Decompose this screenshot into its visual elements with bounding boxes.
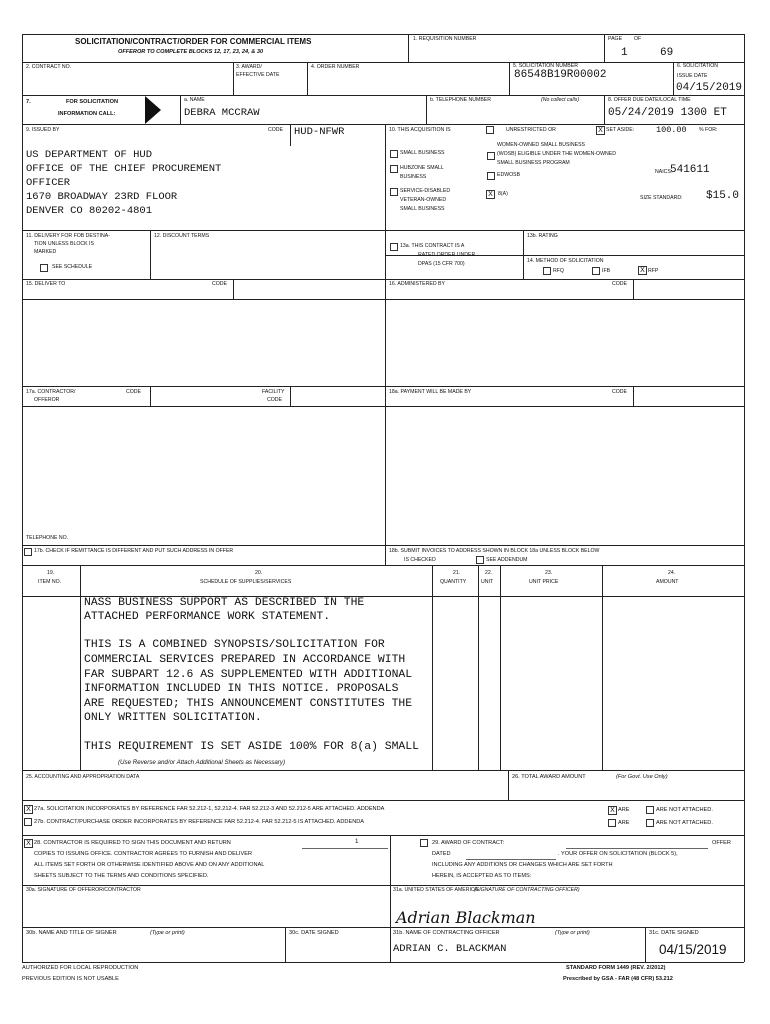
officer-signature: Adrian Blackman — [396, 908, 536, 927]
contractor-sign-label-4: SHEETS SUBJECT TO THE TERMS AND CONDITIONS SPECIFIED. — [34, 873, 209, 879]
sdvosb-label-2: VETERAN-OWNED — [400, 197, 447, 203]
hubzone-label-1: HUBZONE SMALL — [400, 165, 444, 171]
delivery-label-3: MARKED — [34, 249, 57, 255]
eight-a-checkbox[interactable]: X — [486, 190, 495, 199]
block-7-number: 7. — [26, 99, 31, 105]
issued-by-code-label: CODE — [268, 127, 283, 133]
size-standard: $15.0 — [706, 190, 740, 202]
remittance-label: 17b. CHECK IF REMITTANCE IS DIFFERENT AND PUT SUCH ADDRESS IN OFFER — [34, 548, 234, 554]
clause-27a-label: 27a. SOLICITATION INCORPORATES BY REFERENCE FAR 52.212-1, 52.212-4. FAR 52.212-3 AND 52.212-5 ARE ATTACHED. ADDENDA — [34, 806, 385, 812]
dated-underline — [466, 859, 556, 860]
sdvosb-label-1: SERVICE-DISABLED — [400, 188, 451, 194]
clause-27a-checkbox[interactable]: X — [24, 805, 33, 814]
page-label: PAGE — [608, 36, 623, 42]
wosb-checkbox[interactable] — [487, 152, 495, 160]
information-call-label: INFORMATION CALL: — [58, 111, 116, 117]
hubzone-checkbox[interactable] — [390, 165, 398, 173]
col-unit: UNIT — [481, 579, 494, 585]
address-line: US DEPARTMENT OF HUD — [26, 149, 153, 161]
order-number-label: 4. ORDER NUMBER — [311, 64, 360, 70]
usa-label: 31a. UNITED STATES OF AMERICA — [393, 887, 479, 893]
col-unit-price: UNIT PRICE — [529, 579, 559, 585]
col-quantity-num: 21. — [453, 570, 461, 576]
award-label-4: HEREIN, IS ACCEPTED AS TO ITEMS: — [432, 873, 532, 879]
rated-order-label-3: DPAS (15 CFR 700) — [418, 261, 465, 267]
contractor-sign-label-3: ALL ITEMS SET FORTH OR OTHERWISE IDENTIFIED ABOVE AND ON ANY ADDITIONAL — [34, 862, 265, 868]
naics-label: NAICS: — [655, 169, 673, 175]
officer-name: ADRIAN C. BLACKMAN — [393, 943, 507, 955]
address-line: OFFICE OF THE CHIEF PROCUREMENT — [26, 163, 222, 175]
requisition-label: 1. REQUISITION NUMBER — [413, 36, 477, 42]
arrow-right-icon — [145, 96, 163, 124]
telephone-no-label: TELEPHONE NO. — [26, 535, 69, 541]
rfq-label: RFQ — [553, 268, 564, 274]
footer-authorized: AUTHORIZED FOR LOCAL REPRODUCTION — [22, 965, 139, 971]
signer-name-note: (Type or print) — [150, 930, 185, 936]
issued-by-label: 9. ISSUED BY — [26, 127, 60, 133]
contract-not-checkbox[interactable] — [646, 819, 654, 827]
officer-date: 04/15/2019 — [659, 942, 727, 957]
contact-name: DEBRA MCCRAW — [184, 107, 260, 119]
award-label-2: EFFECTIVE DATE — [236, 72, 280, 78]
address-line: 1670 BROADWAY 23RD FLOOR — [26, 191, 178, 203]
no-collect-label: (No collect calls) — [541, 97, 580, 103]
copies-count: 1 — [355, 838, 359, 845]
offer-due-label: 8. OFFER DUE DATE/LOCAL TIME — [608, 97, 691, 103]
solicitation-number-label: 5. SOLICITATION NUMBER — [513, 63, 578, 69]
discount-terms-label: 12. DISCOUNT TERMS — [154, 233, 210, 239]
clause-27b-label: 27b. CONTRACT/PURCHASE ORDER INCORPORATES BY REFERENCE FAR 52.212-4. FAR 52.212-5 IS ATTACHED. ADDENDA — [34, 819, 365, 825]
issued-by-code: HUD-NFWR — [294, 126, 345, 138]
method-label: 14. METHOD OF SOLICITATION — [527, 258, 604, 264]
description-line: THIS REQUIREMENT IS SET ASIDE 100% FOR 8(a) SMALL — [84, 741, 419, 753]
col-unit-num: 22. — [485, 570, 493, 576]
signer-name-label: 30b. NAME AND TITLE OF SIGNER — [26, 930, 117, 936]
total-award-note: (For Govt. Use Only) — [616, 774, 668, 780]
contractor-label-2: OFFEROR — [34, 397, 60, 403]
addenda-are-checkbox[interactable]: X — [608, 806, 617, 815]
offer-label: OFFER — [712, 840, 731, 846]
rfp-label: RFP — [648, 268, 659, 274]
accounting-label: 25. ACCOUNTING AND APPROPRIATION DATA — [26, 774, 140, 780]
rated-order-label-1: 13a. THIS CONTRACT IS A — [400, 243, 465, 249]
col-schedule-num: 20. — [255, 570, 263, 576]
address-line: OFFICER — [26, 177, 71, 189]
remittance-checkbox[interactable] — [24, 548, 32, 556]
sdvosb-label-3: SMALL BUSINESS — [400, 206, 445, 212]
contract-no-label: 2. CONTRACT NO. — [26, 64, 72, 70]
payment-label: 18a. PAYMENT WILL BE MADE BY — [389, 389, 472, 395]
percent-for-label: % FOR: — [699, 127, 718, 133]
contractor-date-label: 30c. DATE SIGNED — [289, 930, 339, 936]
reverse-note: (Use Reverse and/or Attach Additional Sheets as Necessary) — [118, 759, 286, 766]
contractor-label-1: 17a. CONTRACTOR/ — [26, 389, 76, 395]
delivery-label-1: 11. DELIVERY FOR FOB DESTINA- — [26, 233, 110, 239]
is-checked-label: IS CHECKED — [404, 557, 436, 563]
col-schedule: SCHEDULE OF SUPPLIES/SERVICES — [200, 579, 292, 585]
addenda-not-checkbox[interactable] — [646, 806, 654, 814]
addenda-not-label: ARE NOT ATTACHED. — [656, 807, 713, 813]
acquisition-label: 10. THIS ACQUISITION IS — [389, 127, 451, 133]
ifb-label: IFB — [602, 268, 611, 274]
delivery-label-2: TION UNLESS BLOCK IS — [34, 241, 94, 247]
set-aside-checkbox[interactable]: X — [596, 126, 605, 135]
officer-date-label: 31c. DATE SIGNED — [649, 930, 699, 936]
wosb-label-2: (WOSB) ELIGIBLE UNDER THE WOMEN-OWNED — [497, 151, 616, 157]
issue-date-label: 6. SOLICITATION — [677, 63, 719, 69]
contract-not-label: ARE NOT ATTACHED. — [656, 820, 713, 826]
page-count: 69 — [660, 47, 674, 59]
col-unit-price-num: 23. — [545, 570, 553, 576]
solicitation-number: 86548B19R00002 — [514, 69, 607, 81]
total-award-label: 26. TOTAL AWARD AMOUNT — [512, 774, 586, 780]
wosb-label-3: SMALL BUSINESS PROGRAM — [497, 160, 570, 166]
col-quantity: QUANTITY — [440, 579, 467, 585]
col-amount-num: 24. — [668, 570, 676, 576]
award-underline — [566, 848, 708, 849]
addenda-are-label: ARE — [618, 807, 630, 813]
footer-prescribed: Prescribed by GSA - FAR (48 CFR) 53.212 — [563, 976, 673, 982]
col-amount: AMOUNT — [656, 579, 679, 585]
eight-a-label: 8(A) — [498, 191, 508, 197]
col-item-no-num: 19. — [47, 570, 55, 576]
size-standard-label: SIZE STANDARD: — [640, 195, 683, 201]
award-label-1: 29. AWARD OF CONTRACT: — [432, 840, 505, 846]
unrestricted-checkbox[interactable] — [486, 126, 494, 134]
page-number: 1 — [621, 47, 628, 59]
issue-date-label-2: ISSUE DATE — [677, 73, 708, 79]
wosb-label-1: WOMEN-OWNED SMALL BUSINESS — [497, 142, 586, 148]
see-addendum-label: SEE ADDENDUM — [486, 557, 528, 563]
description-line: THIS IS A COMBINED SYNOPSIS/SOLICITATION FOR — [84, 639, 385, 651]
contractor-code-label: CODE — [126, 389, 141, 395]
dated-label: DATED — [432, 851, 451, 857]
edwosb-label: EDWOSB — [497, 172, 521, 178]
officer-name-label: 31b. NAME OF CONTRACTING OFFICER — [393, 930, 500, 936]
contractor-sign-label-2: COPIES TO ISSUING OFFICE. CONTRACTOR AGREES TO FURNISH AND DELIVER — [34, 851, 252, 857]
form-title: SOLICITATION/CONTRACT/ORDER FOR COMMERCIAL ITEMS — [75, 37, 312, 46]
hubzone-label-2: BUSINESS — [400, 174, 427, 180]
deliver-to-label: 15. DELIVER TO — [26, 281, 66, 287]
award-label: 3. AWARD/ — [236, 64, 262, 70]
description-line: NASS BUSINESS SUPPORT AS DESCRIBED IN THE — [84, 597, 365, 609]
payment-code-label: CODE — [612, 389, 627, 395]
officer-name-note: (Type or print) — [555, 930, 590, 936]
contract-are-checkbox[interactable] — [608, 819, 616, 827]
facility-label-2: CODE — [267, 397, 282, 403]
description-line: ARE REQUESTED; THIS ANNOUNCEMENT CONSTITUTES THE — [84, 698, 413, 710]
usa-note: (SIGNATURE OF CONTRACTING OFFICER) — [474, 887, 580, 893]
telephone-label: b. TELEPHONE NUMBER — [430, 97, 492, 103]
facility-label-1: FACILITY — [262, 389, 285, 395]
submit-invoices-label: 18b. SUBMIT INVOICES TO ADDRESS SHOWN IN BLOCK 18a UNLESS BLOCK BELOW — [389, 548, 600, 554]
offeror-signature-label: 30a. SIGNATURE OF OFFEROR/CONTRACTOR — [26, 887, 141, 893]
sdvosb-checkbox[interactable] — [390, 188, 398, 196]
see-addendum-checkbox[interactable] — [476, 556, 484, 564]
award-label-3: INCLUDING ANY ADDITIONS OR CHANGES WHICH ARE SET FORTH — [432, 862, 613, 868]
rfq-checkbox[interactable] — [543, 267, 551, 275]
contractor-sign-checkbox[interactable]: X — [24, 839, 33, 848]
rfp-checkbox[interactable]: X — [638, 266, 647, 275]
for-solicitation-label: FOR SOLICITATION — [66, 99, 118, 105]
contractor-sign-label-1: 28. CONTRACTOR IS REQUIRED TO SIGN THIS DOCUMENT AND RETURN — [34, 840, 231, 846]
award-label-2: . YOUR OFFER ON SOLICITATION (BLOCK 5), — [558, 851, 678, 857]
rating-label: 13b. RATING — [527, 233, 558, 239]
naics-code: 541611 — [670, 164, 710, 176]
ifb-checkbox[interactable] — [592, 267, 600, 275]
offer-due-date: 05/24/2019 1300 ET — [608, 107, 727, 119]
description-line: FAR SUBPART 12.6 AS SUPPLEMENTED WITH ADDITIONAL — [84, 669, 413, 681]
edwosb-checkbox[interactable] — [487, 172, 495, 180]
description-line: COMMERCIAL SERVICES PREPARED IN ACCORDANCE WITH — [84, 654, 406, 666]
form-subtitle: OFFEROR TO COMPLETE BLOCKS 12, 17, 23, 24, & 30 — [118, 49, 264, 55]
see-schedule-checkbox[interactable] — [40, 264, 48, 272]
contract-are-label: ARE — [618, 820, 630, 826]
issue-date: 04/15/2019 — [676, 82, 743, 94]
administered-by-code-label: CODE — [612, 281, 627, 287]
description-line: ATTACHED PERFORMANCE WORK STATEMENT. — [84, 611, 331, 623]
rated-order-label-2: RATED ORDER UNDER — [418, 252, 476, 258]
col-item-no: ITEM NO. — [38, 579, 62, 585]
award-checkbox[interactable] — [420, 839, 428, 847]
rated-order-checkbox[interactable] — [390, 243, 398, 251]
address-line: DENVER CO 80202-4801 — [26, 205, 153, 217]
small-business-label: SMALL BUSINESS — [400, 150, 445, 156]
clause-27b-checkbox[interactable] — [24, 818, 32, 826]
small-business-checkbox[interactable] — [390, 150, 398, 158]
footer-standard-form: STANDARD FORM 1449 (REV. 2/2012) — [566, 965, 666, 971]
deliver-to-code-label: CODE — [212, 281, 227, 287]
set-aside-label: SET ASIDE: — [606, 127, 635, 133]
description-line: INFORMATION INCLUDED IN THIS NOTICE. PROPOSALS — [84, 683, 399, 695]
unrestricted-label: UNRESTRICTED OR — [506, 127, 556, 133]
footer-previous: PREVIOUS EDITION IS NOT USABLE — [22, 976, 119, 982]
name-label: a. NAME — [184, 97, 205, 103]
of-label: OF — [634, 36, 642, 42]
copies-underline — [302, 848, 388, 849]
see-schedule-label: SEE SCHEDULE — [52, 264, 93, 270]
administered-by-label: 16. ADMINISTERED BY — [389, 281, 445, 287]
description-line: ONLY WRITTEN SOLICITATION. — [84, 712, 262, 724]
set-aside-percent: 100.00 — [656, 125, 687, 135]
